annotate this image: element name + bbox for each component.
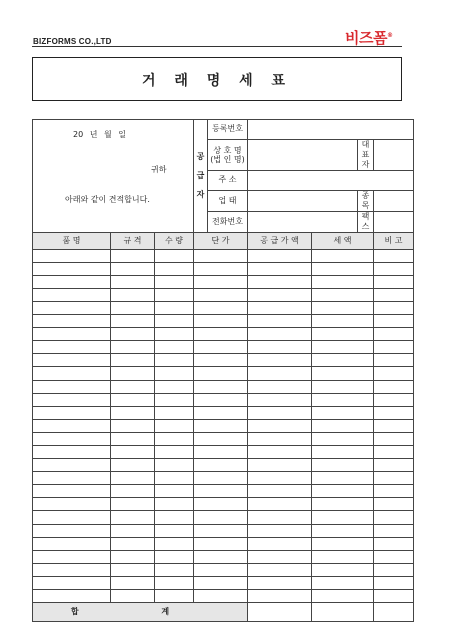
- cell-spec[interactable]: [111, 550, 155, 563]
- cell-tax[interactable]: [312, 511, 374, 524]
- cell-qty[interactable]: [155, 576, 194, 589]
- cell-unit-price[interactable]: [194, 419, 248, 432]
- cell-qty[interactable]: [155, 563, 194, 576]
- cell-spec[interactable]: [111, 537, 155, 550]
- label-address: 주 소: [208, 170, 248, 190]
- cell-supply-amount[interactable]: [248, 498, 312, 511]
- cell-item[interactable]: [33, 380, 111, 393]
- table-row: [33, 524, 414, 537]
- cell-spec[interactable]: [111, 459, 155, 472]
- cell-unit-price[interactable]: [194, 537, 248, 550]
- cell-supply-amount[interactable]: [248, 393, 312, 406]
- cell-item[interactable]: [33, 524, 111, 537]
- cell-item[interactable]: [33, 485, 111, 498]
- value-address[interactable]: [248, 170, 414, 190]
- cell-item[interactable]: [33, 301, 111, 314]
- cell-qty[interactable]: [155, 301, 194, 314]
- cell-tax[interactable]: [312, 576, 374, 589]
- table-row: [33, 498, 414, 511]
- cell-supply-amount[interactable]: [248, 576, 312, 589]
- cell-tax[interactable]: [312, 341, 374, 354]
- cell-spec[interactable]: [111, 472, 155, 485]
- cell-item[interactable]: [33, 367, 111, 380]
- cell-tax[interactable]: [312, 275, 374, 288]
- cell-unit-price[interactable]: [194, 275, 248, 288]
- cell-qty[interactable]: [155, 472, 194, 485]
- cell-note[interactable]: [374, 472, 414, 485]
- cell-spec[interactable]: [111, 367, 155, 380]
- cell-spec[interactable]: [111, 315, 155, 328]
- cell-tax[interactable]: [312, 301, 374, 314]
- table-row: [33, 301, 414, 314]
- cell-unit-price[interactable]: [194, 262, 248, 275]
- cell-spec[interactable]: [111, 446, 155, 459]
- cell-unit-price[interactable]: [194, 446, 248, 459]
- cell-note[interactable]: [374, 459, 414, 472]
- cell-item[interactable]: [33, 288, 111, 301]
- cell-item[interactable]: [33, 262, 111, 275]
- cell-tax[interactable]: [312, 262, 374, 275]
- col-header-note: 비 고: [374, 232, 414, 249]
- items-body: [33, 249, 414, 603]
- cell-spec[interactable]: [111, 249, 155, 262]
- cell-unit-price[interactable]: [194, 459, 248, 472]
- cell-note[interactable]: [374, 576, 414, 589]
- cell-note[interactable]: [374, 341, 414, 354]
- cell-supply-amount[interactable]: [248, 380, 312, 393]
- table-row: [33, 275, 414, 288]
- cell-supply-amount[interactable]: [248, 288, 312, 301]
- company-name: BIZFORMS CO.,LTD: [33, 37, 112, 46]
- cell-unit-price[interactable]: [194, 498, 248, 511]
- recipient-area: [33, 120, 194, 233]
- guide-text: 아래와 같이 견적합니다.: [65, 195, 150, 204]
- cell-qty[interactable]: [155, 550, 194, 563]
- cell-supply-amount[interactable]: [248, 563, 312, 576]
- cell-supply-amount[interactable]: [248, 432, 312, 445]
- cell-item[interactable]: [33, 249, 111, 262]
- cell-note[interactable]: [374, 590, 414, 603]
- col-header-tax: 세 액: [312, 232, 374, 249]
- cell-spec[interactable]: [111, 406, 155, 419]
- table-row: [33, 380, 414, 393]
- cell-note[interactable]: [374, 485, 414, 498]
- cell-spec[interactable]: [111, 511, 155, 524]
- cell-spec[interactable]: [111, 275, 155, 288]
- page-title: 거 래 명 세 표: [141, 73, 293, 89]
- cell-note[interactable]: [374, 328, 414, 341]
- recipient-suffix: 귀하: [151, 165, 167, 174]
- cell-qty[interactable]: [155, 459, 194, 472]
- cell-item[interactable]: [33, 315, 111, 328]
- cell-qty[interactable]: [155, 354, 194, 367]
- cell-qty[interactable]: [155, 341, 194, 354]
- cell-unit-price[interactable]: [194, 576, 248, 589]
- cell-note[interactable]: [374, 367, 414, 380]
- cell-tax[interactable]: [312, 472, 374, 485]
- cell-note[interactable]: [374, 393, 414, 406]
- table-row: [33, 419, 414, 432]
- cell-note[interactable]: [374, 315, 414, 328]
- total-label: 합 계: [33, 603, 248, 622]
- table-row: [33, 446, 414, 459]
- label-business-item: 종 목: [358, 190, 374, 211]
- cell-spec[interactable]: [111, 590, 155, 603]
- cell-unit-price[interactable]: [194, 380, 248, 393]
- cell-tax[interactable]: [312, 315, 374, 328]
- cell-supply-amount[interactable]: [248, 524, 312, 537]
- label-fax: 팩 스: [358, 211, 374, 232]
- cell-tax[interactable]: [312, 354, 374, 367]
- cell-qty[interactable]: [155, 537, 194, 550]
- cell-spec[interactable]: [111, 524, 155, 537]
- cell-supply-amount[interactable]: [248, 446, 312, 459]
- cell-unit-price[interactable]: [194, 328, 248, 341]
- header-rule: [32, 46, 402, 47]
- cell-note[interactable]: [374, 249, 414, 262]
- value-reg-no[interactable]: [248, 120, 414, 140]
- cell-supply-amount[interactable]: [248, 341, 312, 354]
- total-row: [33, 603, 414, 622]
- cell-item[interactable]: [33, 354, 111, 367]
- col-header-item: 품 명: [33, 232, 111, 249]
- cell-tax[interactable]: [312, 406, 374, 419]
- cell-item[interactable]: [33, 419, 111, 432]
- cell-tax[interactable]: [312, 432, 374, 445]
- table-row: [33, 537, 414, 550]
- cell-item[interactable]: [33, 393, 111, 406]
- table-row: [33, 590, 414, 603]
- cell-unit-price[interactable]: [194, 288, 248, 301]
- cell-supply-amount[interactable]: [248, 275, 312, 288]
- table-row: [33, 288, 414, 301]
- cell-unit-price[interactable]: [194, 367, 248, 380]
- cell-tax[interactable]: [312, 249, 374, 262]
- cell-item[interactable]: [33, 498, 111, 511]
- cell-supply-amount[interactable]: [248, 419, 312, 432]
- cell-tax[interactable]: [312, 550, 374, 563]
- cell-note[interactable]: [374, 550, 414, 563]
- table-row: [33, 511, 414, 524]
- cell-supply-amount[interactable]: [248, 367, 312, 380]
- cell-spec[interactable]: [111, 485, 155, 498]
- col-header-spec: 규 격: [111, 232, 155, 249]
- cell-qty[interactable]: [155, 315, 194, 328]
- cell-spec[interactable]: [111, 301, 155, 314]
- value-company-name[interactable]: [248, 139, 358, 170]
- cell-unit-price[interactable]: [194, 485, 248, 498]
- table-row: [33, 328, 414, 341]
- cell-item[interactable]: [33, 511, 111, 524]
- label-representative: 대 표 자: [358, 139, 374, 170]
- title-box: [32, 57, 402, 101]
- col-header-qty: 수 량: [155, 232, 194, 249]
- cell-qty[interactable]: [155, 262, 194, 275]
- cell-item[interactable]: [33, 275, 111, 288]
- label-phone: 전화번호: [208, 211, 248, 232]
- cell-spec[interactable]: [111, 288, 155, 301]
- cell-unit-price[interactable]: [194, 432, 248, 445]
- cell-supply-amount[interactable]: [248, 511, 312, 524]
- cell-spec[interactable]: [111, 393, 155, 406]
- cell-note[interactable]: [374, 446, 414, 459]
- cell-spec[interactable]: [111, 341, 155, 354]
- cell-supply-amount[interactable]: [248, 328, 312, 341]
- cell-unit-price[interactable]: [194, 524, 248, 537]
- cell-note[interactable]: [374, 511, 414, 524]
- table-row: [33, 459, 414, 472]
- cell-note[interactable]: [374, 563, 414, 576]
- cell-item[interactable]: [33, 328, 111, 341]
- date-text: 20 년 월 일: [73, 130, 126, 139]
- cell-qty[interactable]: [155, 590, 194, 603]
- cell-qty[interactable]: [155, 406, 194, 419]
- cell-supply-amount[interactable]: [248, 537, 312, 550]
- cell-item[interactable]: [33, 459, 111, 472]
- cell-qty[interactable]: [155, 288, 194, 301]
- cell-tax[interactable]: [312, 367, 374, 380]
- cell-unit-price[interactable]: [194, 341, 248, 354]
- cell-item[interactable]: [33, 550, 111, 563]
- cell-unit-price[interactable]: [194, 511, 248, 524]
- cell-item[interactable]: [33, 446, 111, 459]
- cell-tax[interactable]: [312, 419, 374, 432]
- cell-qty[interactable]: [155, 446, 194, 459]
- total-supply-amount[interactable]: [248, 603, 312, 622]
- col-header-supply-amount: 공 급 가 액: [248, 232, 312, 249]
- table-row: [33, 563, 414, 576]
- cell-spec[interactable]: [111, 563, 155, 576]
- cell-tax[interactable]: [312, 498, 374, 511]
- cell-supply-amount[interactable]: [248, 406, 312, 419]
- cell-item[interactable]: [33, 590, 111, 603]
- table-row: [33, 262, 414, 275]
- cell-qty[interactable]: [155, 524, 194, 537]
- cell-item[interactable]: [33, 432, 111, 445]
- table-row: [33, 393, 414, 406]
- table-row: [33, 354, 414, 367]
- table-row: [33, 472, 414, 485]
- table-row: [33, 576, 414, 589]
- cell-spec[interactable]: [111, 262, 155, 275]
- label-company-name: 상 호 명 (법 인 명): [208, 139, 248, 170]
- cell-supply-amount[interactable]: [248, 354, 312, 367]
- cell-qty[interactable]: [155, 419, 194, 432]
- cell-qty[interactable]: [155, 432, 194, 445]
- cell-unit-price[interactable]: [194, 550, 248, 563]
- cell-tax[interactable]: [312, 485, 374, 498]
- cell-note[interactable]: [374, 301, 414, 314]
- table-row: [33, 485, 414, 498]
- cell-note[interactable]: [374, 354, 414, 367]
- table-row: [33, 341, 414, 354]
- cell-unit-price[interactable]: [194, 406, 248, 419]
- cell-note[interactable]: [374, 432, 414, 445]
- cell-spec[interactable]: [111, 498, 155, 511]
- cell-supply-amount[interactable]: [248, 459, 312, 472]
- cell-unit-price[interactable]: [194, 354, 248, 367]
- table-row: [33, 249, 414, 262]
- cell-supply-amount[interactable]: [248, 590, 312, 603]
- cell-unit-price[interactable]: [194, 563, 248, 576]
- cell-tax[interactable]: [312, 288, 374, 301]
- cell-note[interactable]: [374, 406, 414, 419]
- cell-tax[interactable]: [312, 328, 374, 341]
- cell-spec[interactable]: [111, 354, 155, 367]
- cell-unit-price[interactable]: [194, 249, 248, 262]
- cell-tax[interactable]: [312, 380, 374, 393]
- cell-note[interactable]: [374, 419, 414, 432]
- cell-note[interactable]: [374, 288, 414, 301]
- cell-unit-price[interactable]: [194, 301, 248, 314]
- cell-unit-price[interactable]: [194, 472, 248, 485]
- col-header-unit-price: 단 가: [194, 232, 248, 249]
- cell-spec[interactable]: [111, 576, 155, 589]
- cell-qty[interactable]: [155, 328, 194, 341]
- label-reg-no: 등록번호: [208, 120, 248, 140]
- cell-supply-amount[interactable]: [248, 472, 312, 485]
- cell-item[interactable]: [33, 576, 111, 589]
- cell-note[interactable]: [374, 275, 414, 288]
- cell-spec[interactable]: [111, 380, 155, 393]
- cell-tax[interactable]: [312, 524, 374, 537]
- cell-tax[interactable]: [312, 537, 374, 550]
- cell-supply-amount[interactable]: [248, 550, 312, 563]
- cell-qty[interactable]: [155, 249, 194, 262]
- cell-tax[interactable]: [312, 563, 374, 576]
- table-row: [33, 367, 414, 380]
- cell-supply-amount[interactable]: [248, 315, 312, 328]
- cell-supply-amount[interactable]: [248, 485, 312, 498]
- cell-qty[interactable]: [155, 275, 194, 288]
- cell-unit-price[interactable]: [194, 393, 248, 406]
- cell-note[interactable]: [374, 498, 414, 511]
- cell-item[interactable]: [33, 472, 111, 485]
- cell-qty[interactable]: [155, 511, 194, 524]
- cell-supply-amount[interactable]: [248, 262, 312, 275]
- table-row: [33, 432, 414, 445]
- cell-qty[interactable]: [155, 380, 194, 393]
- cell-qty[interactable]: [155, 485, 194, 498]
- cell-qty[interactable]: [155, 393, 194, 406]
- cell-item[interactable]: [33, 341, 111, 354]
- cell-note[interactable]: [374, 537, 414, 550]
- total-note[interactable]: [374, 603, 414, 622]
- brand-logo: 비즈폼®: [345, 29, 393, 47]
- table-row: [33, 550, 414, 563]
- cell-supply-amount[interactable]: [248, 249, 312, 262]
- cell-tax[interactable]: [312, 446, 374, 459]
- cell-unit-price[interactable]: [194, 590, 248, 603]
- value-business-type[interactable]: [248, 190, 358, 211]
- cell-qty[interactable]: [155, 367, 194, 380]
- cell-note[interactable]: [374, 262, 414, 275]
- cell-tax[interactable]: [312, 459, 374, 472]
- cell-note[interactable]: [374, 524, 414, 537]
- value-phone[interactable]: [248, 211, 358, 232]
- cell-item[interactable]: [33, 563, 111, 576]
- supplier-label: 공 급 자: [194, 120, 208, 233]
- cell-spec[interactable]: [111, 328, 155, 341]
- cell-spec[interactable]: [111, 432, 155, 445]
- cell-qty[interactable]: [155, 498, 194, 511]
- statement-table: [32, 119, 414, 622]
- table-row: [33, 406, 414, 419]
- cell-item[interactable]: [33, 406, 111, 419]
- cell-unit-price[interactable]: [194, 315, 248, 328]
- cell-tax[interactable]: [312, 590, 374, 603]
- cell-item[interactable]: [33, 537, 111, 550]
- cell-note[interactable]: [374, 380, 414, 393]
- cell-tax[interactable]: [312, 393, 374, 406]
- value-business-item[interactable]: [374, 190, 414, 211]
- value-fax[interactable]: [374, 211, 414, 232]
- total-tax[interactable]: [312, 603, 374, 622]
- label-business-type: 업 태: [208, 190, 248, 211]
- cell-spec[interactable]: [111, 419, 155, 432]
- cell-supply-amount[interactable]: [248, 301, 312, 314]
- items-header-row: [33, 232, 414, 249]
- value-representative[interactable]: [374, 139, 414, 170]
- table-row: [33, 315, 414, 328]
